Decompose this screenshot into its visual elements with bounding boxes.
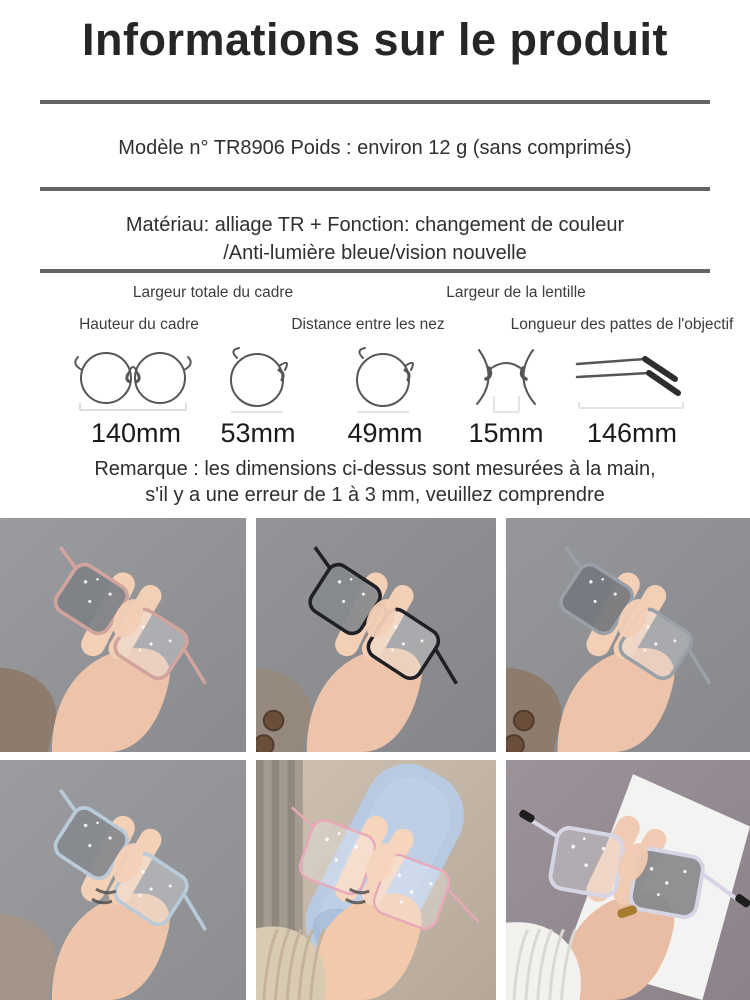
divider [40, 100, 710, 104]
product-photo-black [256, 518, 496, 752]
temple-arm-icon [571, 340, 691, 418]
product-photo-clear-blue [0, 760, 246, 1000]
single-lens-icon [209, 340, 309, 418]
material-line-1: Matériau: alliage TR + Fonction: changement de couleur [125, 214, 625, 236]
divider [40, 269, 710, 273]
measurement-note [0, 456, 750, 508]
label-frame-total-width: Largeur totale du cadre [132, 284, 294, 301]
dimension-value-temple-length: 146mm [586, 418, 678, 448]
product-photo-rose-gold [0, 518, 246, 752]
note-line-1: Remarque : les dimensions ci-dessus sont mesurées à la main, [94, 458, 656, 480]
product-photo-silver [506, 518, 750, 752]
dimension-value-frame-height: 53mm [220, 418, 296, 448]
product-photo-pink-case [256, 760, 496, 1000]
single-lens-icon [335, 340, 435, 418]
product-photo-clear-lilac [506, 760, 750, 1000]
material-line-2: /Anti-lumière bleue/vision nouvelle [223, 242, 527, 265]
nose-bridge-icon [451, 340, 561, 418]
glasses-front-icon [68, 340, 198, 418]
page-title: Informations sur le produit [81, 14, 669, 65]
label-frame-height: Hauteur du cadre [79, 316, 199, 333]
dimension-value-nose-distance: 15mm [468, 418, 544, 448]
label-temple-length: Longueur des pattes de l'objectif [510, 316, 734, 333]
note-line-2: s'il y a une erreur de 1 à 3 mm, veuillez comprendre [145, 484, 605, 506]
product-photo-gallery [0, 518, 750, 1000]
label-lens-width: Largeur de la lentille [446, 284, 586, 301]
dimension-value-frame-total-width: 140mm [90, 418, 182, 448]
dimension-value-lens-width: 49mm [347, 418, 423, 448]
label-nose-distance: Distance entre les nez [291, 316, 445, 333]
divider [40, 187, 710, 191]
material-function-block [0, 211, 750, 268]
model-weight-line: Modèle n° TR8906 Poids : environ 12 g (sans comprimés) [118, 137, 632, 159]
